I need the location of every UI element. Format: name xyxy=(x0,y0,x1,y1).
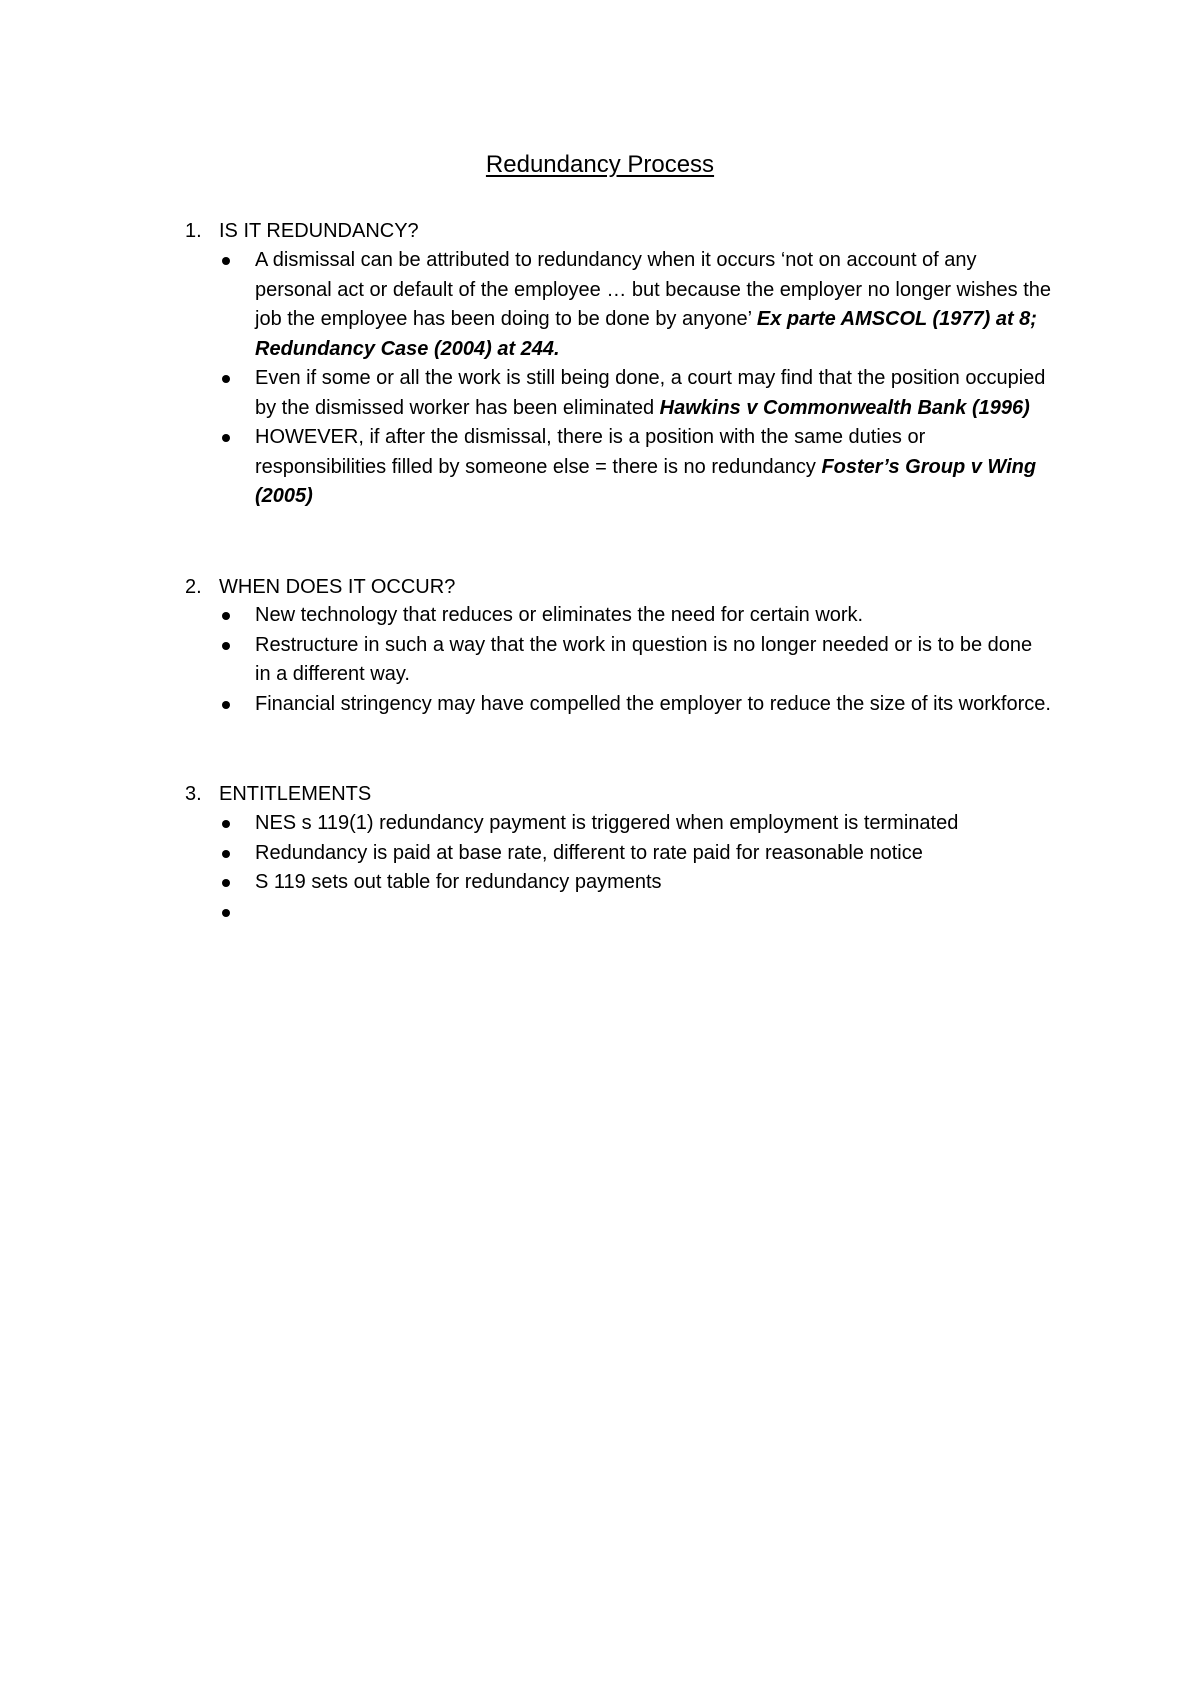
bullet-text: Financial stringency may have compelled the employer to reduce the size of its workforce. xyxy=(255,692,1051,715)
bullet-icon xyxy=(222,879,230,887)
list-item xyxy=(222,246,1052,364)
bullet-text: HOWEVER, if after the dismissal, there is a position with the same duties or responsibilities filled by someone else = there is no redundancy xyxy=(255,426,926,478)
section-heading xyxy=(185,218,419,244)
bullet-icon xyxy=(222,375,230,383)
bullet-icon xyxy=(222,642,230,650)
bullet-icon xyxy=(222,820,230,828)
bullet-text xyxy=(255,901,261,923)
list-item xyxy=(222,631,1052,690)
bullet-text: Restructure in such a way that the work in question is no longer needed or is to be done in a different way. xyxy=(255,633,1033,685)
bullet-text: NES s 119(1) redundancy payment is triggered when employment is terminated xyxy=(255,812,959,834)
case-citation: Ex parte AMSCOL (1977) at 8; Redundancy Case (2004) at 244. xyxy=(255,308,1037,360)
list-item xyxy=(222,809,1052,839)
section-heading-text: WHEN DOES IT OCCUR? xyxy=(219,576,456,598)
bullet-icon xyxy=(222,701,230,709)
bullet-list xyxy=(222,809,1052,927)
section-heading xyxy=(185,574,455,600)
bullet-list xyxy=(222,246,1052,512)
list-item xyxy=(222,839,1052,869)
list-item xyxy=(222,364,1052,423)
bullet-list xyxy=(222,601,1052,719)
bullet-icon xyxy=(222,434,230,442)
case-citation: Hawkins v Commonwealth Bank (1996) xyxy=(659,396,1030,419)
list-item xyxy=(222,601,1052,631)
section-number: 3. xyxy=(185,783,202,805)
case-citation: Foster’s Group v Wing (2005) xyxy=(255,455,1037,507)
bullet-text: New technology that reduces or eliminates the need for certain work. xyxy=(255,604,864,626)
section-number: 2. xyxy=(185,576,202,598)
bullet-icon xyxy=(222,612,230,620)
list-item xyxy=(222,690,1052,720)
list-item xyxy=(222,423,1052,512)
document-title: Redundancy Process xyxy=(485,151,715,178)
list-item xyxy=(222,868,1052,898)
bullet-text: S 119 sets out table for redundancy payments xyxy=(255,871,662,893)
bullet-icon xyxy=(222,909,230,917)
bullet-text: Even if some or all the work is still being done, a court may find that the position occupied by the dismissed worker has been eliminated xyxy=(255,367,1046,419)
bullet-icon xyxy=(222,850,230,858)
bullet-icon xyxy=(222,257,230,265)
list-item xyxy=(222,898,1052,928)
section-number: 1. xyxy=(185,220,202,242)
bullet-text: A dismissal can be attributed to redundancy when it occurs ‘not on account of any personal act or default of the employee … but because the employer no longer wishes the job the employee has been doing to be done by anyone’ xyxy=(255,249,1052,330)
section-heading-text: IS IT REDUNDANCY? xyxy=(219,220,419,242)
bullet-text: Redundancy is paid at base rate, different to rate paid for reasonable notice xyxy=(255,841,923,864)
section-heading-text: ENTITLEMENTS xyxy=(219,783,372,805)
section-heading xyxy=(185,781,371,807)
